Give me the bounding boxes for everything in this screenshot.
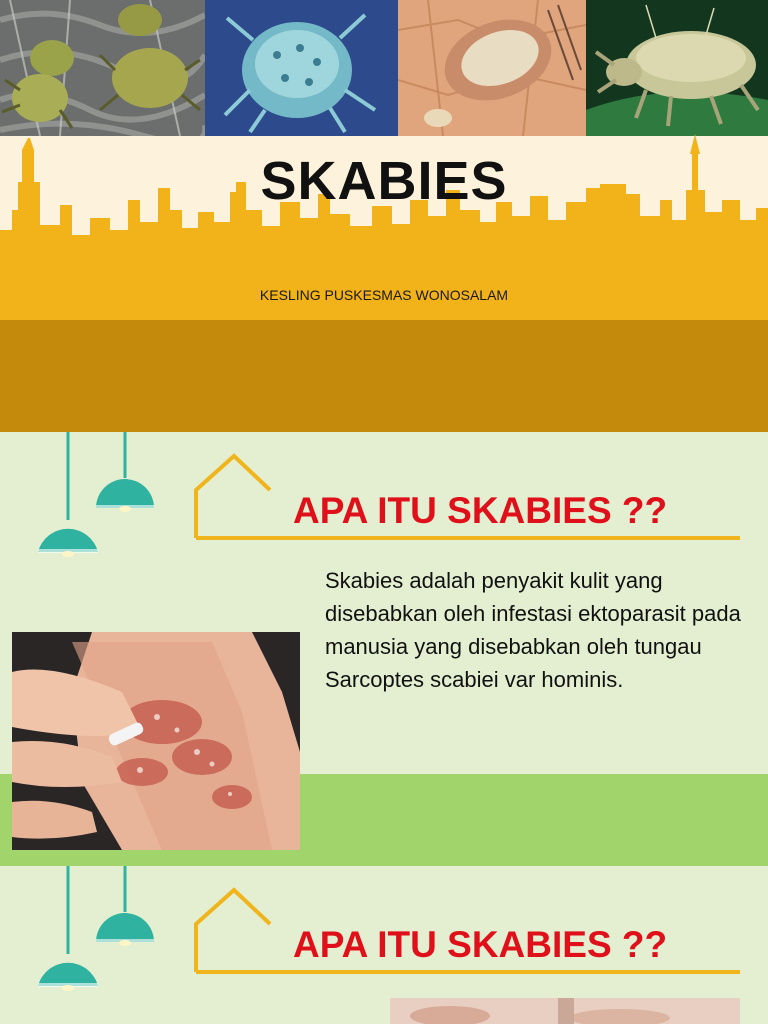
presentation-title: SKABIES bbox=[260, 151, 508, 211]
hanging-lamp-right-icon bbox=[94, 432, 156, 512]
definition-slide bbox=[0, 432, 768, 866]
dark-gold-band bbox=[0, 320, 768, 432]
skin-lesion-photo bbox=[390, 998, 740, 1024]
section-heading: APA ITU SKABIES ?? bbox=[293, 490, 668, 531]
definition-text: Skabies adalah penyakit kulit yang disebabkan oleh infestasi ektoparasit pada manusia yang disebabkan oleh tungau Sarcoptes scabiei var hominis. bbox=[325, 568, 741, 692]
title-slide bbox=[0, 0, 768, 432]
mite-on-leaf-photo bbox=[586, 0, 768, 136]
hanging-lamp-left-icon bbox=[36, 432, 102, 558]
definition-slide-repeat bbox=[0, 866, 768, 1024]
hanging-lamp-left-icon bbox=[36, 866, 102, 992]
scabies-mite-photo bbox=[398, 0, 586, 136]
scabies-hand-photo bbox=[12, 632, 300, 850]
presentation-subtitle: KESLING PUSKESMAS WONOSALAM bbox=[259, 287, 509, 303]
section-heading: APA ITU SKABIES ?? bbox=[293, 924, 668, 965]
dust-mites-photo bbox=[0, 0, 205, 136]
mite-micrograph-photo bbox=[205, 0, 398, 136]
photo-strip bbox=[0, 0, 768, 136]
hanging-lamp-right-icon bbox=[94, 866, 156, 946]
